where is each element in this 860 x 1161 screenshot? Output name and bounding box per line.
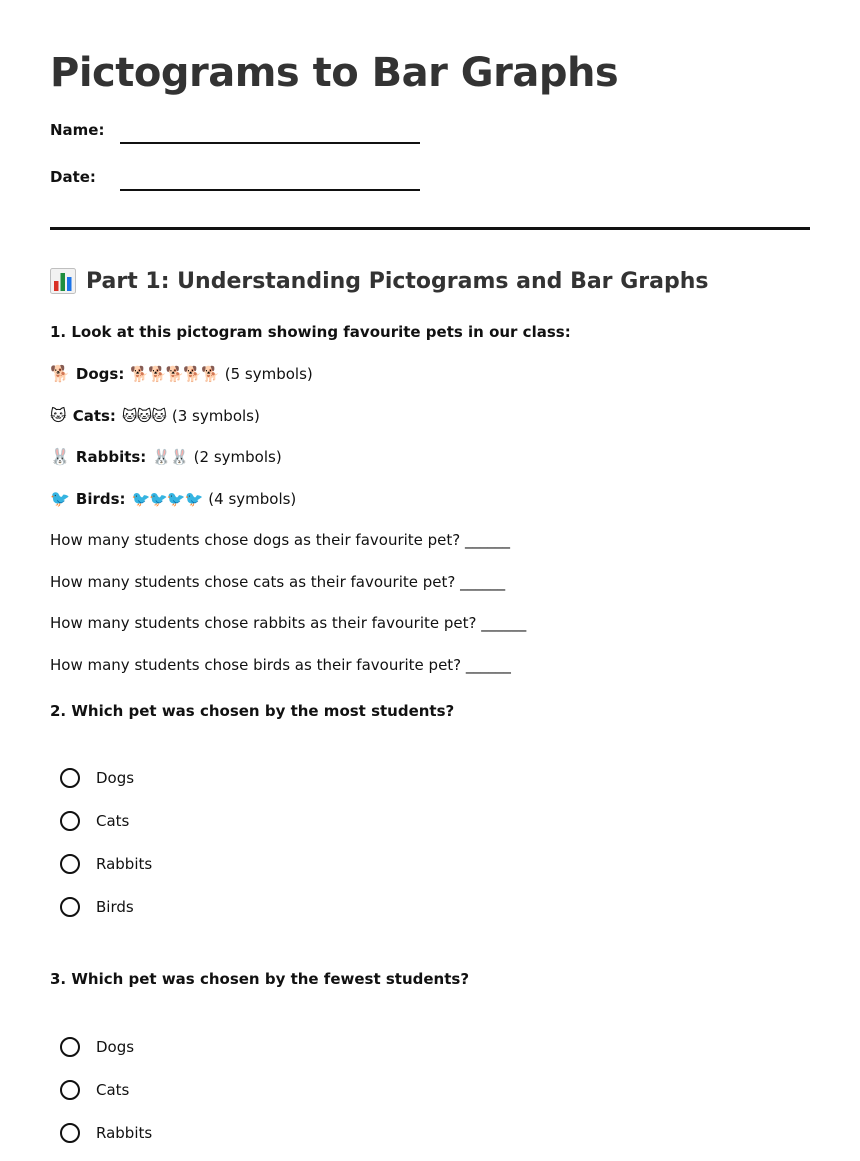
page-title: Pictograms to Bar Graphs bbox=[50, 50, 619, 96]
q3-option-cats[interactable] bbox=[60, 1077, 129, 1103]
pictogram-row-dogs bbox=[50, 364, 313, 383]
option-label: Rabbits bbox=[96, 1124, 153, 1142]
q3-option-dogs[interactable] bbox=[60, 1034, 134, 1060]
pictogram-row-cats bbox=[50, 406, 260, 425]
date-label: Date: bbox=[50, 168, 96, 186]
section-heading-text: Part 1: Understanding Pictograms and Bar Graphs bbox=[86, 268, 709, 294]
section-heading-part1 bbox=[50, 268, 708, 294]
radio-button[interactable] bbox=[60, 1037, 80, 1057]
pictogram-row-birds bbox=[50, 489, 296, 508]
symbol-count: (5 symbols) bbox=[224, 364, 313, 383]
radio-button[interactable] bbox=[60, 897, 80, 917]
dog-icon: 🐕 bbox=[50, 364, 70, 383]
symbol-count: (4 symbols) bbox=[208, 489, 297, 508]
question-cats-count: How many students chose cats as their favourite pet? ______ bbox=[50, 573, 506, 591]
bird-symbols: 🐦🐦🐦🐦 bbox=[131, 489, 203, 508]
radio-button[interactable] bbox=[60, 811, 80, 831]
option-label: Dogs bbox=[96, 769, 135, 787]
question-birds-count: How many students chose birds as their favourite pet? ______ bbox=[50, 656, 511, 674]
q2-option-birds[interactable] bbox=[60, 894, 134, 920]
pictogram-row-rabbits bbox=[50, 447, 282, 466]
question-dogs-count: How many students chose dogs as their favourite pet? ______ bbox=[50, 531, 511, 549]
option-label: Rabbits bbox=[96, 855, 153, 873]
pet-name: Dogs: bbox=[75, 364, 125, 383]
question-3-label: 3. Which pet was chosen by the fewest students? bbox=[50, 970, 470, 988]
option-label: Cats bbox=[96, 812, 130, 830]
date-input-line[interactable] bbox=[120, 189, 420, 191]
symbol-count: (2 symbols) bbox=[193, 447, 282, 466]
question-1-label: 1. Look at this pictogram showing favourite pets in our class: bbox=[50, 323, 571, 341]
rabbit-symbols: 🐰🐰 bbox=[152, 447, 188, 466]
date-field bbox=[50, 168, 430, 192]
option-label: Cats bbox=[96, 1081, 130, 1099]
name-field bbox=[50, 121, 430, 145]
question-2-label: 2. Which pet was chosen by the most students? bbox=[50, 702, 455, 720]
cat-icon: 🐱 bbox=[50, 406, 67, 425]
bar-chart-icon bbox=[50, 268, 76, 294]
question-rabbits-count: How many students chose rabbits as their favourite pet? ______ bbox=[50, 614, 527, 632]
radio-button[interactable] bbox=[60, 1080, 80, 1100]
header-divider bbox=[50, 227, 810, 230]
q2-option-rabbits[interactable] bbox=[60, 851, 152, 877]
option-label: Dogs bbox=[96, 1038, 135, 1056]
radio-button[interactable] bbox=[60, 768, 80, 788]
radio-button[interactable] bbox=[60, 1123, 80, 1143]
pet-name: Rabbits: bbox=[75, 447, 147, 466]
pet-name: Cats: bbox=[72, 406, 116, 425]
symbol-count: (3 symbols) bbox=[171, 406, 260, 425]
option-label: Birds bbox=[96, 898, 134, 916]
q2-option-cats[interactable] bbox=[60, 808, 129, 834]
cat-symbols: 🐱🐱🐱 bbox=[121, 406, 166, 425]
q2-option-dogs[interactable] bbox=[60, 765, 134, 791]
bird-icon: 🐦 bbox=[50, 489, 70, 508]
dog-symbols: 🐕🐕🐕🐕🐕 bbox=[130, 364, 219, 383]
rabbit-icon: 🐰 bbox=[50, 447, 70, 466]
name-label: Name: bbox=[50, 121, 105, 139]
pet-name: Birds: bbox=[75, 489, 126, 508]
name-input-line[interactable] bbox=[120, 142, 420, 144]
q3-option-rabbits[interactable] bbox=[60, 1120, 152, 1146]
radio-button[interactable] bbox=[60, 854, 80, 874]
